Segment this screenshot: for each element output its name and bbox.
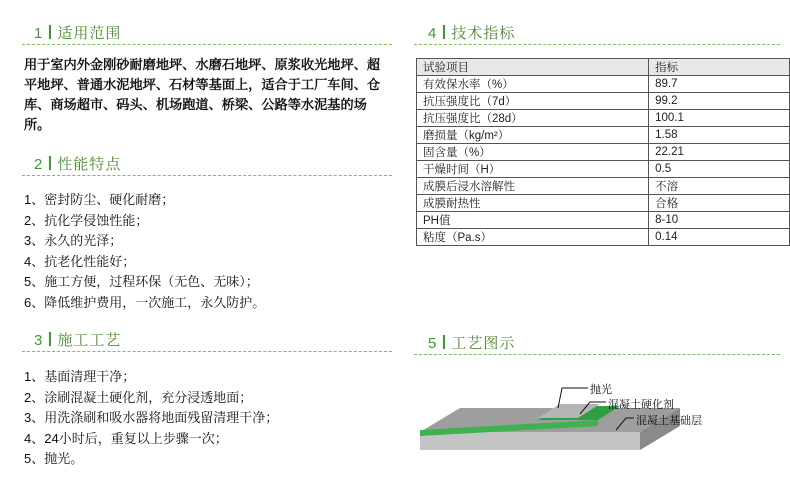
table-row [417,76,790,93]
table-row [417,127,790,144]
section-divider [22,351,392,352]
section-number: 3 [34,332,44,349]
table-cell: 抗压强度比（7d） [417,93,649,110]
title-bar-icon [49,156,51,170]
table-cell: 0.5 [649,161,790,178]
list-item: 5、抛光。 [24,451,84,466]
section-5-title [428,332,515,353]
label-hardener: 混凝土硬化剂 [608,399,674,411]
table-header-row [417,59,790,76]
section-3-title [34,329,121,350]
list-item: 3、永久的光泽； [24,233,123,248]
spec-table [416,58,790,246]
section-4-title [428,22,515,43]
table-cell: 0.14 [649,229,790,246]
table-row [417,229,790,246]
section-number: 2 [34,156,44,173]
table-cell: 8-10 [649,212,790,229]
table-cell: 合格 [649,195,790,212]
section-1-title [34,22,121,43]
list-item: 4、抗老化性能好； [24,253,136,269]
scope-paragraph: 用于室内外金刚砂耐磨地坪、水磨石地坪、原浆收光地坪、超平地坪、普通水泥地坪、石材等基面上，适合于工厂车间、仓库、商场超市、码头、机场跑道、桥梁、公路等水泥基的场所。 [24,57,381,132]
table-row [417,195,790,212]
table-cell: 1.58 [649,127,790,144]
features-list [24,190,265,313]
table-cell: 成膜耐热性 [417,195,649,212]
table-cell: 有效保水率（%） [417,76,649,93]
section-number: 1 [34,25,44,42]
list-item: 2、涂刷混凝土硬化剂，充分浸透地面； [24,389,253,405]
label-polish: 抛光 [590,384,612,396]
table-cell: 不溶 [649,178,790,195]
table-cell: 磨损量（kg/m²） [417,127,649,144]
table-cell: 固含量（%） [417,144,649,161]
title-bar-icon [49,332,51,346]
title-bar-icon [443,25,445,39]
table-row [417,161,790,178]
table-cell: PH值 [417,212,649,229]
table-row [417,144,790,161]
list-item: 1、基面清理干净； [24,369,136,384]
section-divider [414,44,780,45]
table-row [417,93,790,110]
table-row [417,110,790,127]
table-cell: 干燥时间（H） [417,161,649,178]
table-header-cell: 试验项目 [417,59,649,76]
table-cell: 抗压强度比（28d） [417,110,649,127]
table-cell: 89.7 [649,76,790,93]
list-item: 6、降低维护费用，一次施工，永久防护。 [24,294,266,310]
title-bar-icon [443,335,445,349]
section-title-text: 工艺图示 [451,335,516,352]
list-item: 2、抗化学侵蚀性能； [24,212,149,228]
process-list [24,367,278,470]
table-cell: 22.21 [649,144,790,161]
section-divider [22,175,392,176]
section-title-text: 技术指标 [451,25,516,42]
table-cell: 100.1 [649,110,790,127]
section-title-text: 性能特点 [57,156,122,173]
table-cell: 99.2 [649,93,790,110]
table-row [417,212,790,229]
section-number: 5 [428,335,438,352]
section-2-title [34,153,121,174]
label-base: 混凝土基础层 [636,415,702,427]
section-divider [414,354,780,355]
title-bar-icon [49,25,51,39]
section-title-text: 施工工艺 [57,332,122,349]
table-cell: 成膜后浸水溶解性 [417,178,649,195]
base-layer-front [420,432,640,450]
section-number: 4 [428,25,438,42]
table-row [417,178,790,195]
list-item: 5、施工方便，过程环保（无色、无味）； [24,274,259,289]
section-divider [22,44,392,45]
section-title-text: 适用范围 [57,25,122,42]
list-item: 4、24小时后，重复以上步骤一次； [24,430,228,446]
list-item: 1、密封防尘、硬化耐磨； [24,192,175,207]
list-item: 3、用洗涤刷和吸水器将地面残留清理干净； [24,410,279,425]
table-header-cell: 指标 [649,59,790,76]
table-cell: 粘度（Pa.s） [417,229,649,246]
